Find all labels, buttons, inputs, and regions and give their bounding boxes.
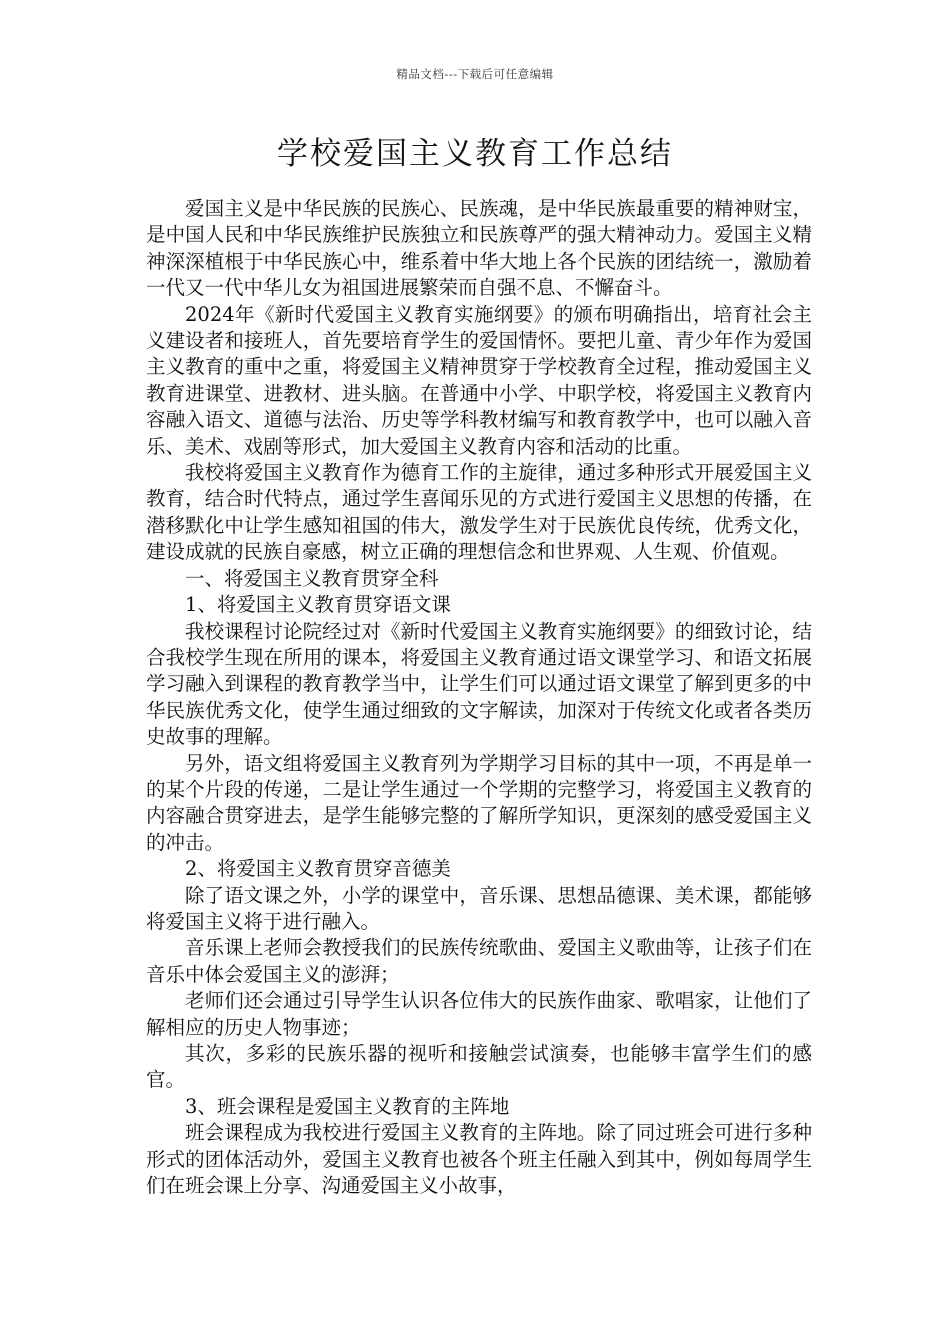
paragraph: 我校课程讨论院经过对《新时代爱国主义教育实施纲要》的细致讨论，结合我校学生现在所用的课本，将爱国主义教育通过语文课堂学习、和语文拓展学习融入到课程的教育教学当中，让学生们可以通过语文课堂了解到更多的中华民族优秀文化，使学生通过细致的文字解读，加深对于传统文化或者各类历史故事的理解。 [146, 619, 812, 749]
subsection-heading: 2、将爱国主义教育贯穿音德美 [185, 857, 451, 881]
subsection-heading: 3、班会课程是爱国主义教育的主阵地 [185, 1094, 510, 1118]
document-body [146, 196, 812, 1199]
paragraph: 我校将爱国主义教育作为德育工作的主旋律，通过多种形式开展爱国主义教育，结合时代特点，通过学生喜闻乐见的方式进行爱国主义思想的传播，在潜移默化中让学生感知祖国的伟大，激发学生对于民族优良传统，优秀文化，建设成就的民族自豪感，树立正确的理想信念和世界观、人生观、价值观。 [146, 461, 812, 564]
paragraph: 2024年《新时代爱国主义教育实施纲要》的颁布明确指出，培育社会主义建设者和接班人，首先要培育学生的爱国情怀。要把儿童、青少年作为爱国主义教育的重中之重，将爱国主义精神贯穿于学校教育全过程，推动爱国主义教育进课堂、进教材、进头脑。在普通中小学、中职学校，将爱国主义教育内容融入语文、道德与法治、历史等学科教材编写和教育教学中，也可以融入音乐、美术、戏剧等形式，加大爱国主义教育内容和活动的比重。 [146, 302, 812, 458]
paragraph: 其次，多彩的民族乐器的视听和接触尝试演奏，也能够丰富学生们的感官。 [146, 1042, 812, 1092]
paragraph: 班会课程成为我校进行爱国主义教育的主阵地。除了同过班会可进行多种形式的团体活动外，爱国主义教育也被各个班主任融入到其中，例如每周学生们在班会课上分享、沟通爱国主义小故事， [146, 1121, 812, 1198]
subsection-heading: 1、将爱国主义教育贯穿语文课 [185, 593, 451, 617]
paragraph: 除了语文课之外，小学的课堂中，音乐课、思想品德课、美术课，都能够将爱国主义将于进行融入。 [146, 883, 812, 933]
paragraph: 老师们还会通过引导学生认识各位伟大的民族作曲家、歌唱家，让他们了解相应的历史人物事迹； [146, 989, 812, 1039]
section-heading: 一、将爱国主义教育贯穿全科 [185, 566, 439, 590]
paragraph: 另外，语文组将爱国主义教育列为学期学习目标的其中一项，不再是单一的某个片段的传递，二是让学生通过一个学期的完整学习，将爱国主义教育的内容融合贯穿进去，是学生能够完整的了解所学知识，更深刻的感受爱国主义的冲击。 [146, 751, 812, 854]
paragraph: 爱国主义是中华民族的民族心、民族魂，是中华民族最重要的精神财宝，是中国人民和中华民族维护民族独立和民族尊严的强大精神动力。爱国主义精神深深植根于中华民族心中，维系着中华大地上各个民族的团结统一，激励着一代又一代中华儿女为祖国进展繁荣而自强不息、不懈奋斗。 [146, 197, 812, 300]
header-note: 精品文档---下载后可任意编辑 [396, 67, 554, 81]
paragraph: 音乐课上老师会教授我们的民族传统歌曲、爱国主义歌曲等，让孩子们在音乐中体会爱国主义的澎湃； [146, 936, 812, 986]
document-title: 学校爱国主义教育工作总结 [277, 136, 673, 172]
